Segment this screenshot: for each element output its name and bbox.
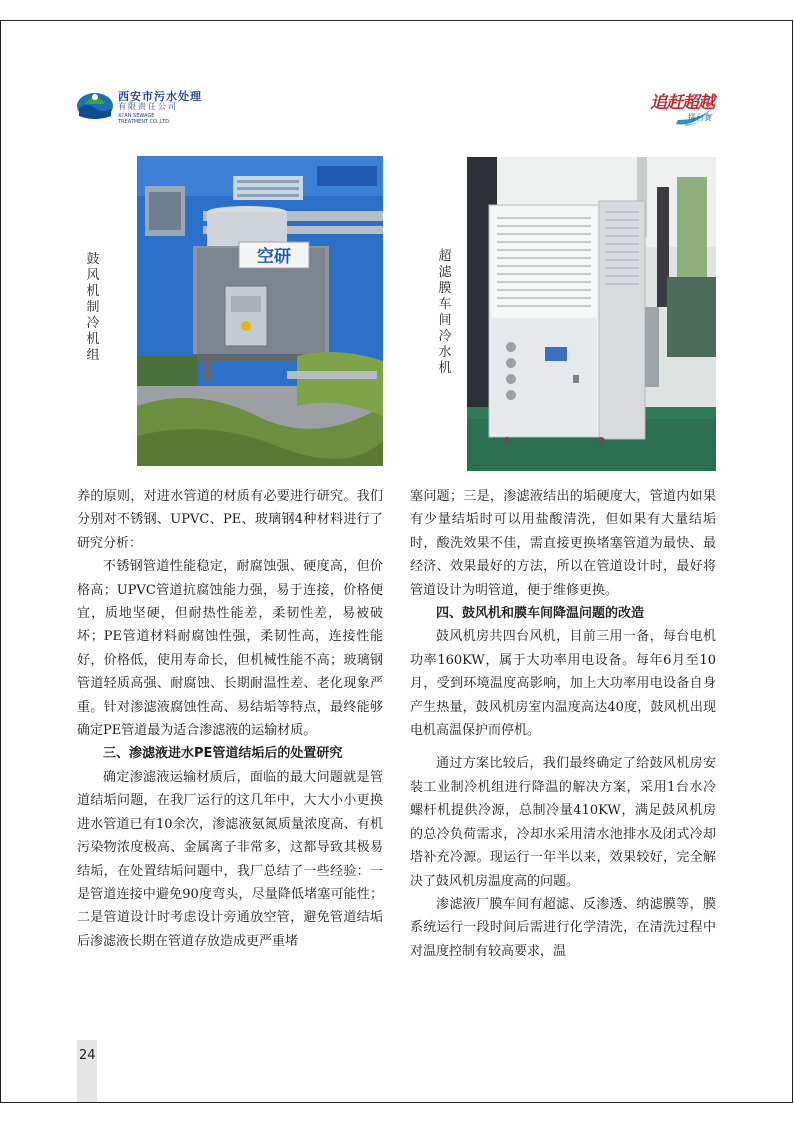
caption-char: 膜 <box>438 281 452 296</box>
section-heading: 四、鼓风机和膜车间降温问题的改造 <box>436 606 645 622</box>
caption-char: 水 <box>438 345 452 360</box>
caption-char: 制 <box>86 300 100 315</box>
paragraph: 养的原则，对进水管道的材质有必要进行研究。我们分别对不锈钢、UPVC、PE、玻璃钢4种材料进行了研究分析： <box>77 489 383 551</box>
paragraph: 不锈钢管道性能稳定，耐腐蚀强、硬度高，但价格高；UPVC管道抗腐蚀能力强，易于连接，价格便宜，质地坚硬，但耐热性能差，柔韧性差，易被破坏；PE管道材料耐腐蚀性强，柔韧性高，连接性能好，价格低，使用寿命长，但机械性能不高；玻璃钢管道轻质高强、耐腐蚀、长期耐温性差、老化现象严重。针对渗滤液腐蚀性高、易结垢等特点，最终能够确定PE管道最为适合渗滤液的运输材质。 <box>77 559 383 739</box>
caption-char: 滤 <box>438 265 452 280</box>
logo-name-en: XI'AN SEWAGE <box>118 113 155 119</box>
paragraph: 通过方案比较后，我们最终确定了给鼓风机房安装工业制冷机组进行降温的解决方案，采用1台水冷螺杆机提供冷源，总制冷量410KW，满足鼓风机房的总冷负荷需求，冷却水采用清水池排水及闭式冷却塔补充冷源。现运行一年半以来，效果较好，完全解决了鼓风机房温度高的问题。 <box>410 756 716 889</box>
logo-subname-cn: 有限责任公司 <box>118 102 178 111</box>
paragraph: 鼓风机房共四台风机，目前三用一备，每台电机功率160KW，属于大功率用电设备。每年6月至10月，受到环境温度高影响，加上大功率用电设备自身产生热量，鼓风机房室内温度高达40度，鼓风机出现电机高温保护而停机。 <box>410 629 716 739</box>
caption-char: 冷 <box>438 329 452 344</box>
left-text-column <box>77 485 383 953</box>
water-drop-logo-icon <box>76 86 114 124</box>
caption-char: 间 <box>438 313 452 328</box>
caption-char: 机 <box>438 361 452 376</box>
photo2-caption <box>437 249 453 377</box>
caption-char: 风 <box>86 268 100 283</box>
caption-char: 机 <box>86 284 100 299</box>
right-text-column <box>410 485 716 963</box>
logo-name-cn: 西安市污水处理 <box>118 90 202 103</box>
blower-chiller-photo <box>137 156 383 466</box>
caption-char: 鼓 <box>86 252 100 267</box>
caption-char: 冷 <box>86 316 100 331</box>
badge-title: 追赶超越 <box>650 93 714 113</box>
paragraph: 确定渗滤液运输材质后，面临的最大问题就是管道结垢问题，在我厂运行的这几年中，大大小小更换进水管道已有10余次，渗滤液氨氮质量浓度高、有机污染物浓度极高、金属离子非常多，这都导致其极易结垢，在处置结垢问题中，我厂总结了一些经验：一是管道连接中避免90度弯头，尽量降低堵塞可能性；二是管道设计时考虑设计旁通放空管，避免管道结垢后渗滤液长期在管道存放造成更严重堵 <box>77 769 383 949</box>
caption-char: 组 <box>86 348 100 363</box>
caption-char: 超 <box>438 249 452 264</box>
page-number: 24 <box>79 1048 96 1063</box>
membrane-chiller-photo <box>467 157 716 471</box>
section-heading: 三、渗滤液进水PE管道结垢后的处置研究 <box>103 746 343 762</box>
company-logo <box>76 86 206 126</box>
contest-badge <box>648 84 720 130</box>
photo1-sign-text: 空研 <box>257 247 291 267</box>
logo-subname-en: TREATMENT CO.,LTD. <box>118 119 171 125</box>
caption-char: 车 <box>438 297 452 312</box>
badge-subtitle: 擂台赛 <box>688 113 712 122</box>
paragraph: 渗滤液厂膜车间有超滤、反渗透、纳滤膜等，膜系统运行一段时间后需进行化学清洗，在清洗过程中对温度控制有较高要求，温 <box>410 896 716 959</box>
caption-char: 机 <box>86 332 100 347</box>
paragraph: 塞问题；三是，渗滤液结出的垢硬度大，管道内如果有少量结垢时可以用盐酸清洗，但如果有大量结垢时，酸洗效果不佳，需直接更换堵塞管道为最快、最经济、效果最好的方法，所以在管道设计时，最好将管道设计为明管道，便于维修更换。 <box>410 489 716 598</box>
photo1-caption <box>85 252 101 364</box>
